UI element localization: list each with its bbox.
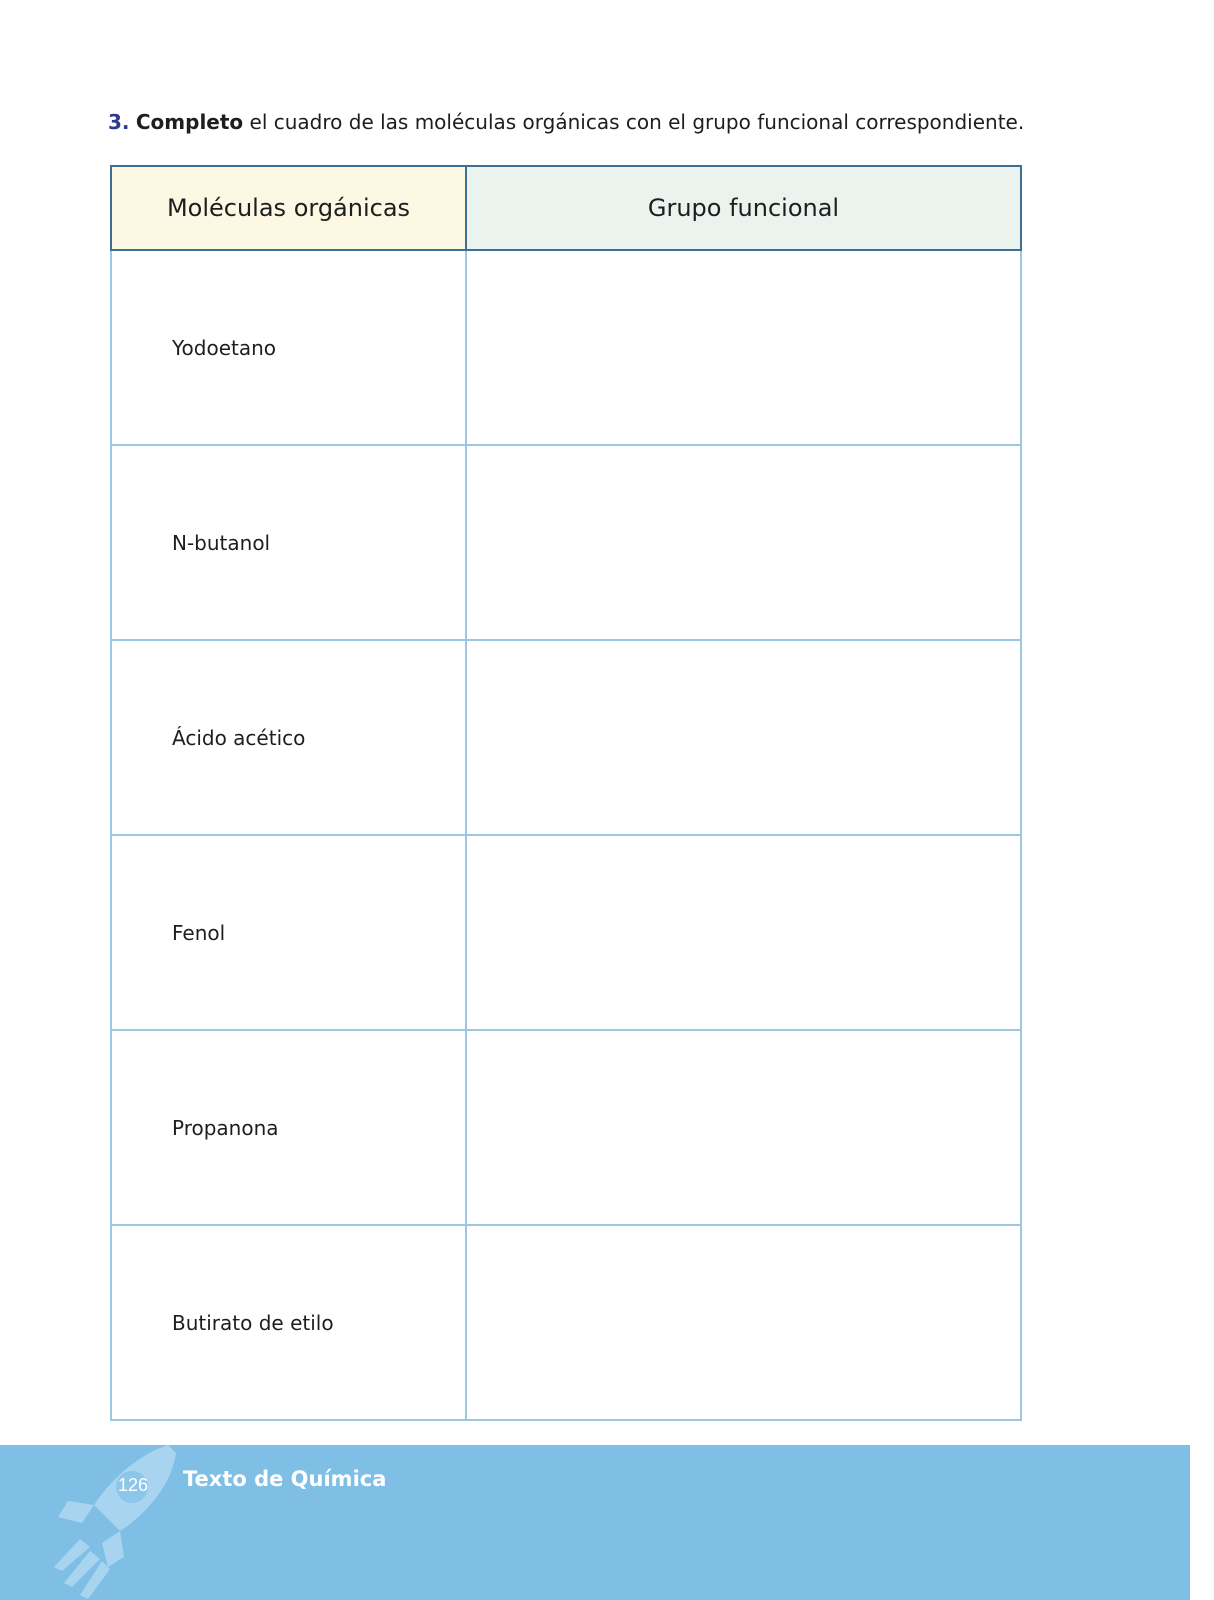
molecule-cell: Ácido acético	[111, 640, 466, 835]
table-header-row	[111, 166, 1021, 250]
page-number: 126	[117, 1475, 149, 1495]
table-row	[111, 445, 1021, 640]
molecule-cell: Fenol	[111, 835, 466, 1030]
table-row	[111, 640, 1021, 835]
header-molecules: Moléculas orgánicas	[111, 166, 466, 250]
molecule-cell: Butirato de etilo	[111, 1225, 466, 1420]
rocket-icon	[50, 1445, 190, 1600]
molecule-cell: Propanona	[111, 1030, 466, 1225]
footer-band	[0, 1445, 1190, 1600]
header-functional-group: Grupo funcional	[466, 166, 1021, 250]
exercise-verb: Completo	[135, 110, 244, 134]
table-row	[111, 1030, 1021, 1225]
functional-group-answer-cell[interactable]	[466, 1225, 1021, 1420]
functional-group-answer-cell[interactable]	[466, 445, 1021, 640]
book-title: Texto de Química	[183, 1467, 387, 1491]
exercise-text: el cuadro de las moléculas orgánicas con el grupo funcional correspondiente.	[243, 110, 1025, 134]
molecule-cell: N-butanol	[111, 445, 466, 640]
molecule-cell: Yodoetano	[111, 250, 466, 445]
organic-molecules-table	[110, 165, 1022, 1421]
exercise-instruction	[108, 108, 1108, 136]
functional-group-answer-cell[interactable]	[466, 835, 1021, 1030]
exercise-number: 3.	[108, 110, 130, 134]
table-row	[111, 250, 1021, 445]
functional-group-answer-cell[interactable]	[466, 1030, 1021, 1225]
table-row	[111, 1225, 1021, 1420]
table-row	[111, 835, 1021, 1030]
functional-group-answer-cell[interactable]	[466, 640, 1021, 835]
functional-group-answer-cell[interactable]	[466, 250, 1021, 445]
